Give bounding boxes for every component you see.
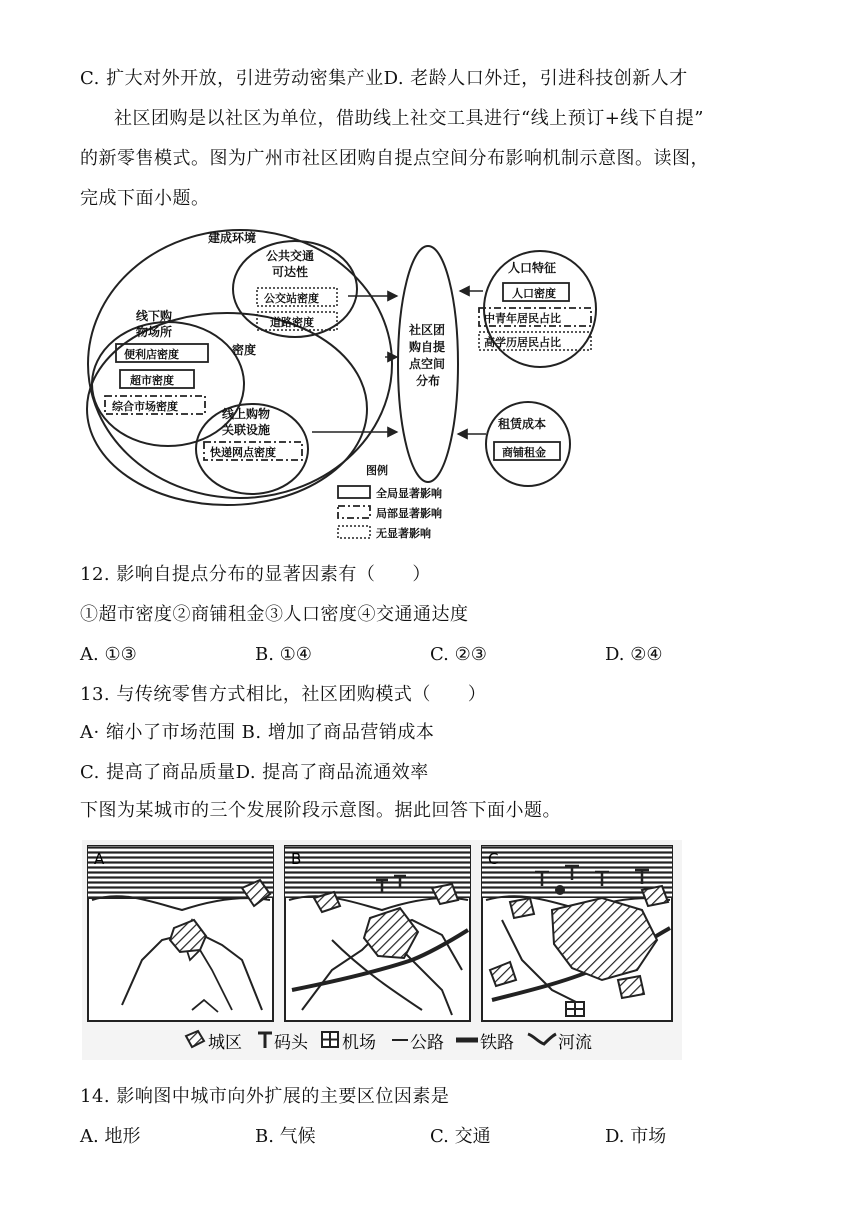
offline-title-1: 线下购 bbox=[136, 309, 173, 323]
rent-title: 租赁成本 bbox=[498, 417, 547, 431]
transit-title-2: 可达性 bbox=[272, 265, 309, 279]
panel-c-label: C bbox=[488, 850, 499, 868]
q12-option-b: B. ①④ bbox=[255, 644, 312, 665]
rent-ellipse bbox=[486, 402, 570, 486]
q13-options-ab: A· 缩小了市场范围 B. 增加了商品营销成本 bbox=[80, 722, 435, 743]
convenience-label: 便利店密度 bbox=[124, 348, 179, 361]
legend-global-label: 全局显著影响 bbox=[376, 487, 442, 500]
built-env-label: 建成环境 bbox=[208, 231, 257, 245]
online-title-2: 关联设施 bbox=[222, 423, 271, 437]
panel-a-label: A bbox=[94, 850, 105, 868]
legend-airport-label: 机场 bbox=[342, 1033, 376, 1053]
paragraph-line-2: 的新零售模式。图为广州市社区团购自提点空间分布影响机制示意图。读图， bbox=[80, 148, 709, 169]
question-12: 12. 影响自提点分布的显著因素有（ ） bbox=[80, 564, 431, 585]
center-line-4: 分布 bbox=[416, 374, 441, 388]
legend-none-label: 无显著影响 bbox=[376, 527, 431, 540]
question-14: 14. 影响图中城市向外扩展的主要区位因素是 bbox=[80, 1086, 450, 1107]
figure2-intro: 下图为某城市的三个发展阶段示意图。据此回答下面小题。 bbox=[80, 800, 561, 821]
legend-road-label: 公路 bbox=[410, 1033, 444, 1053]
transit-title-1: 公共交通 bbox=[266, 249, 315, 263]
q12-option-c: C. ②③ bbox=[430, 644, 487, 665]
city-development-stages-figure bbox=[82, 840, 682, 1060]
bus-density-label: 公交站密度 bbox=[264, 292, 319, 305]
panel-b bbox=[285, 846, 470, 1021]
panel-b-label: B bbox=[291, 850, 302, 868]
shop-rent-label: 商铺租金 bbox=[502, 446, 546, 459]
population-title: 人口特征 bbox=[508, 261, 557, 275]
q14-option-a: A. 地形 bbox=[80, 1126, 141, 1147]
road-density-label: 道路密度 bbox=[270, 316, 314, 329]
legend-city-label: 城区 bbox=[208, 1033, 242, 1053]
legend-rail-label: 铁路 bbox=[480, 1033, 514, 1053]
supermarket-label: 超市密度 bbox=[130, 374, 174, 387]
option-line-c-d: C. 扩大对外开放，引进劳动密集产业D. 老龄人口外迁，引进科技创新人才 bbox=[80, 68, 688, 89]
legend-dock-label: 码头 bbox=[274, 1033, 308, 1053]
population-density-label: 人口密度 bbox=[512, 287, 556, 300]
middle-age-label: 中青年居民占比 bbox=[484, 312, 561, 325]
density-label: 密度 bbox=[232, 343, 257, 357]
center-line-3: 点空间 bbox=[409, 357, 446, 371]
high-edu-label: 高学历居民占比 bbox=[484, 336, 561, 349]
community-group-buying-diagram bbox=[80, 224, 600, 546]
online-title-1: 线上购物 bbox=[222, 407, 271, 421]
legend-title: 图例 bbox=[366, 464, 388, 477]
q14-option-c: C. 交通 bbox=[430, 1126, 491, 1147]
market-label: 综合市场密度 bbox=[112, 400, 178, 413]
panel-c bbox=[482, 846, 672, 1021]
question-12-items: ①超市密度②商铺租金③人口密度④交通通达度 bbox=[80, 604, 469, 625]
q13-options-cd: C. 提高了商品质量D. 提高了商品流通效率 bbox=[80, 762, 429, 783]
express-label: 快递网点密度 bbox=[210, 446, 276, 459]
panel-a bbox=[88, 846, 273, 1021]
legend-river-label: 河流 bbox=[558, 1033, 592, 1053]
q12-option-a: A. ①③ bbox=[80, 644, 137, 665]
question-13: 13. 与传统零售方式相比，社区团购模式（ ） bbox=[80, 684, 487, 705]
legend-local-label: 局部显著影响 bbox=[376, 507, 442, 520]
paragraph-line-1: 社区团购是以社区为单位，借助线上社交工具进行“线上预订+线下自提” bbox=[114, 108, 704, 129]
center-line-2: 购自提 bbox=[409, 340, 446, 354]
offline-title-2: 物场所 bbox=[136, 325, 173, 339]
paragraph-line-3: 完成下面小题。 bbox=[80, 188, 210, 209]
q14-option-b: B. 气候 bbox=[255, 1126, 316, 1147]
q14-option-d: D. 市场 bbox=[605, 1126, 667, 1147]
q12-option-d: D. ②④ bbox=[605, 644, 663, 665]
center-line-1: 社区团 bbox=[409, 323, 446, 337]
figure1-legend bbox=[338, 486, 370, 538]
